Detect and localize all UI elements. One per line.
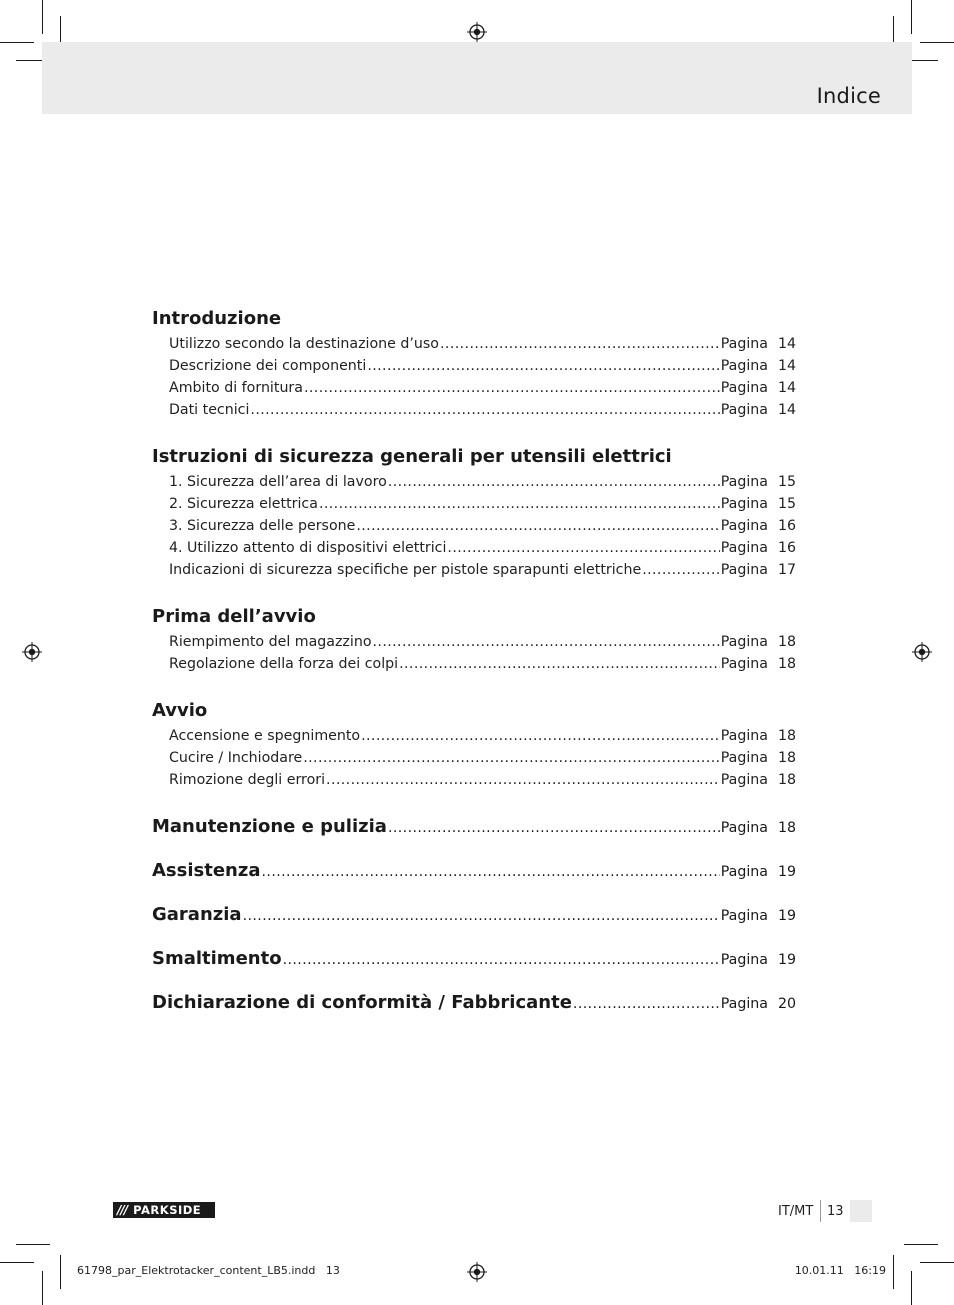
entry-text: 2. Sicurezza elettrica [169, 496, 318, 512]
registration-mark-icon [22, 642, 42, 662]
entry-text: Ambito di fornitura [169, 380, 303, 396]
chapter-title: Dichiarazione di conformità / Fabbricante [152, 992, 572, 1013]
entry-text: Regolazione della forza dei colpi [169, 656, 399, 672]
entry-text: Riempimento del magazzino [169, 634, 372, 650]
page-label: Pagina [720, 864, 768, 880]
dot-leader [303, 747, 720, 769]
chapter-title: Smaltimento [152, 948, 282, 969]
toc-entry[interactable] [152, 747, 796, 769]
page-number: 19 [777, 864, 796, 880]
toc-chapter[interactable] [152, 857, 796, 885]
toc-entry[interactable] [152, 537, 796, 559]
crop-mark [911, 1271, 912, 1305]
page-label: Pagina [720, 996, 768, 1012]
print-slug-file: 61798_par_Elektrotacker_content_LB5.indd 13 [77, 1264, 340, 1277]
toc-chapter[interactable] [152, 901, 796, 929]
dot-leader [447, 537, 719, 559]
toc-entry[interactable] [152, 471, 796, 493]
print-slug-date: 10.01.11 16:19 [794, 1264, 886, 1277]
entry-text: Dati tecnici [169, 402, 250, 418]
toc-entry[interactable] [152, 333, 796, 355]
crop-mark [904, 1244, 938, 1245]
page-label: Pagina [720, 380, 768, 396]
crop-mark [893, 1255, 894, 1289]
page-label: Pagina [720, 820, 768, 836]
dot-leader [283, 946, 720, 974]
page-label: Pagina [720, 474, 768, 490]
page-number: 18 [777, 656, 796, 672]
toc-entry[interactable] [152, 653, 796, 675]
dot-leader [262, 858, 720, 886]
page-number: 18 [777, 634, 796, 650]
page-number: 14 [777, 380, 796, 396]
page-number: 14 [777, 336, 796, 352]
page-number: 16 [777, 518, 796, 534]
page-label: Pagina [720, 750, 768, 766]
dot-leader [440, 333, 720, 355]
crop-mark [16, 1244, 50, 1245]
page-label: Pagina [720, 634, 768, 650]
parkside-logo [113, 1202, 215, 1218]
dot-leader [573, 990, 720, 1018]
toc-entry[interactable] [152, 725, 796, 747]
entry-text: 1. Sicurezza dell’area di lavoro [169, 474, 387, 490]
language-code: IT/MT [778, 1204, 814, 1219]
dot-leader [243, 902, 720, 930]
dot-leader [250, 399, 719, 421]
toc-entry[interactable] [152, 355, 796, 377]
dot-leader [388, 471, 720, 493]
page-number-footer: 13 [827, 1204, 844, 1219]
dot-leader [367, 355, 719, 377]
section-title: Prima dell’avvio [152, 606, 316, 627]
page-number: 20 [777, 996, 796, 1012]
page-number: 18 [777, 772, 796, 788]
toc-entry[interactable] [152, 515, 796, 537]
toc-section [152, 443, 796, 581]
logo-slashes: /// [117, 1203, 128, 1217]
entry-text: 3. Sicurezza delle persone [169, 518, 356, 534]
page-number: 18 [777, 750, 796, 766]
page-number: 16 [777, 540, 796, 556]
toc-section [152, 603, 796, 675]
toc-entry[interactable] [152, 377, 796, 399]
header-band [42, 42, 912, 114]
dot-leader [399, 653, 720, 675]
section-title: Introduzione [152, 308, 282, 329]
entry-text: Accensione e spegnimento [169, 728, 361, 744]
page-number: 15 [777, 496, 796, 512]
registration-mark-icon [467, 1262, 487, 1282]
crop-mark [911, 0, 912, 34]
toc-entry[interactable] [152, 559, 796, 581]
page-number: 19 [777, 908, 796, 924]
footer-divider [820, 1200, 821, 1222]
chapter-title: Assistenza [152, 860, 261, 881]
page-label: Pagina [720, 656, 768, 672]
chapter-title: Garanzia [152, 904, 242, 925]
page-number: 18 [777, 728, 796, 744]
crop-mark [60, 1255, 61, 1289]
entry-text: 4. Utilizzo attento di dispositivi elettrici [169, 540, 447, 556]
crop-mark [0, 42, 34, 43]
entry-text: Utilizzo secondo la destinazione d’uso [169, 336, 439, 352]
page-number: 14 [777, 358, 796, 374]
page-number: 19 [777, 952, 796, 968]
entry-text: Descrizione dei componenti [169, 358, 367, 374]
entry-text: Rimozione degli errori [169, 772, 326, 788]
page-number: 14 [777, 402, 796, 418]
footer-tab [850, 1200, 872, 1222]
toc-section [152, 305, 796, 421]
section-title: Istruzioni di sicurezza generali per utensili elettrici [152, 446, 672, 467]
crop-mark [42, 0, 43, 34]
page-label: Pagina [720, 518, 768, 534]
page-label: Pagina [720, 952, 768, 968]
dot-leader [319, 493, 720, 515]
crop-mark [920, 1262, 954, 1263]
page-label: Pagina [720, 908, 768, 924]
dot-leader [388, 814, 720, 842]
page-label: Pagina [720, 562, 768, 578]
entry-text: Cucire / Inchiodare [169, 750, 303, 766]
dot-leader [373, 631, 720, 653]
chapter-title: Manutenzione e pulizia [152, 816, 387, 837]
registration-mark-icon [912, 642, 932, 662]
dot-leader [642, 559, 720, 581]
toc-chapter[interactable] [152, 813, 796, 841]
page-number: 17 [777, 562, 796, 578]
page-label: Pagina [720, 728, 768, 744]
crop-mark [0, 1262, 34, 1263]
crop-mark [42, 1271, 43, 1305]
dot-leader [356, 515, 719, 537]
dot-leader [326, 769, 720, 791]
logo-text: PARKSIDE [133, 1203, 202, 1217]
page-label: Pagina [720, 540, 768, 556]
toc-entry[interactable] [152, 631, 796, 653]
page-title: Indice [816, 84, 881, 108]
page-label: Pagina [720, 336, 768, 352]
dot-leader [361, 725, 720, 747]
toc-entry[interactable] [152, 399, 796, 421]
crop-mark [920, 42, 954, 43]
section-title: Avvio [152, 700, 208, 721]
toc-chapter[interactable] [152, 989, 796, 1017]
toc-entry[interactable] [152, 493, 796, 515]
page-label: Pagina [720, 772, 768, 788]
page-number: 15 [777, 474, 796, 490]
dot-leader [304, 377, 720, 399]
toc-section [152, 697, 796, 791]
entry-text: Indicazioni di sicurezza specifiche per pistole sparapunti elettriche [169, 562, 642, 578]
registration-mark-icon [467, 22, 487, 42]
page-label: Pagina [720, 402, 768, 418]
toc-entry[interactable] [152, 769, 796, 791]
page-number: 18 [777, 820, 796, 836]
page-label: Pagina [720, 496, 768, 512]
table-of-contents [152, 305, 796, 1033]
toc-chapter[interactable] [152, 945, 796, 973]
page-label: Pagina [720, 358, 768, 374]
